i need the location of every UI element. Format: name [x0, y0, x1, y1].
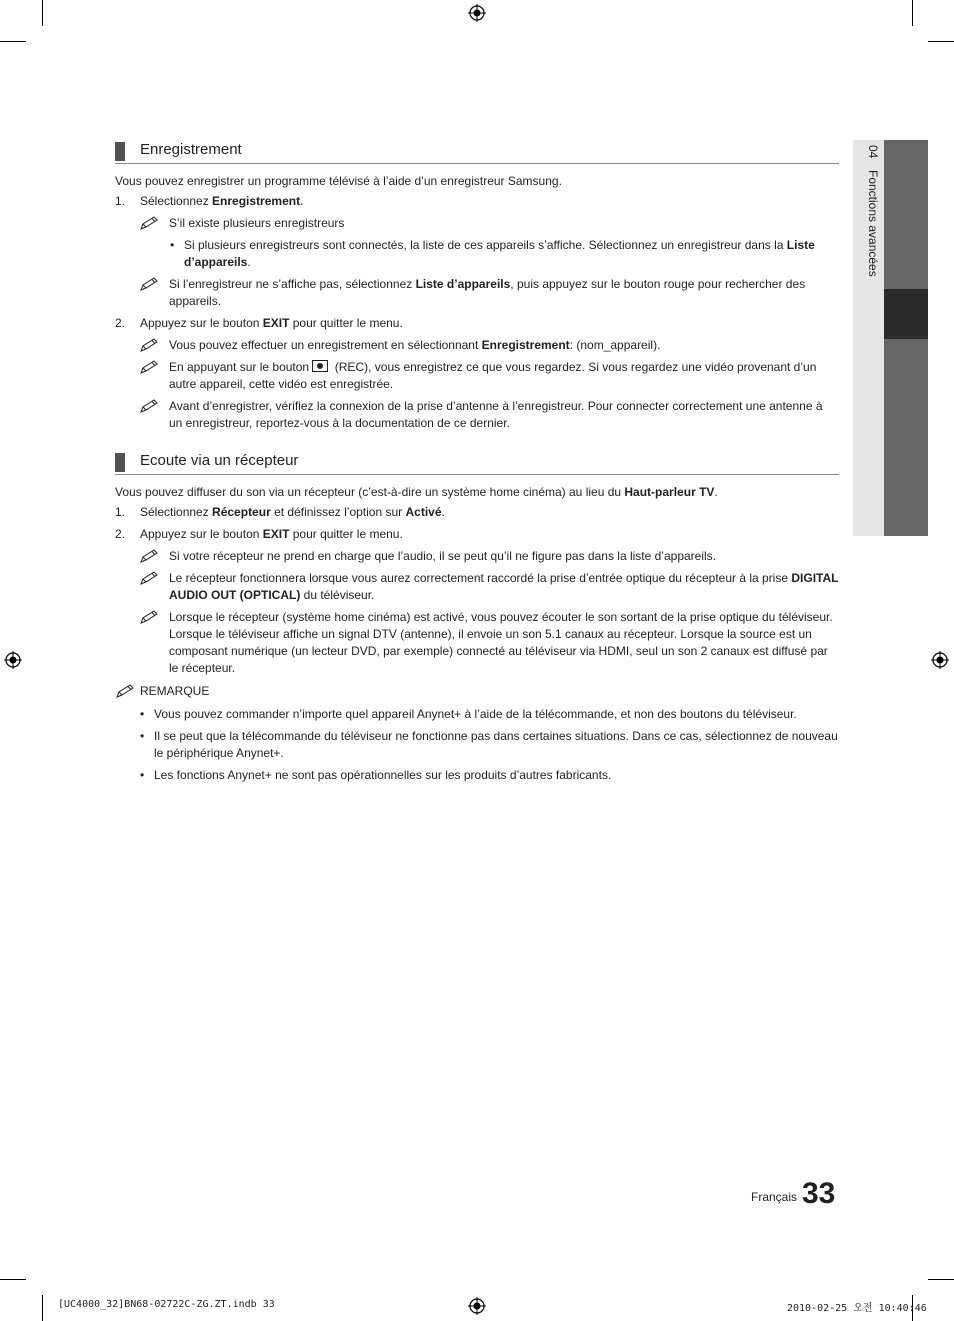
bullet-text-bold: Liste d’appareils [184, 238, 815, 269]
step-number: 2. [115, 527, 126, 541]
step-item [115, 193, 839, 210]
crop-mark [928, 41, 954, 42]
rec-button-icon [312, 360, 328, 372]
remark-text: Vous pouvez commander n’importe quel appareil Anynet+ à l’aide de la télécommande, et non des boutons du téléviseur. [154, 707, 797, 721]
section-intro: Vous pouvez enregistrer un programme télévisé à l’aide d’un enregistreur Samsung. [115, 174, 562, 188]
note-pencil-icon [139, 359, 159, 375]
note-text-bold: DIGITAL AUDIO OUT (OPTICAL) [169, 571, 839, 602]
note-text: Avant d’enregistrer, vérifiez la connexion de la prise d’antenne à l’enregistreur. Pour connecter correctement une antenne à un enregistreur, reportez-vous à la documentation de ce dernier. [169, 399, 823, 430]
note-pencil-icon [139, 337, 159, 353]
note-text: Si votre récepteur ne prend en charge que l’audio, il se peut qu’il ne figure pas dans la liste d’appareils. [169, 549, 717, 563]
registration-mark-icon [4, 651, 22, 669]
step-item [115, 504, 839, 521]
step-text: Appuyez sur le bouton [140, 527, 263, 541]
crop-mark [0, 41, 26, 42]
step-text: . [300, 194, 304, 208]
section-title: Ecoute via un récepteur [140, 452, 299, 469]
note-pencil-icon [139, 570, 159, 586]
remark-heading [115, 683, 839, 700]
step-text: . [441, 505, 445, 519]
remark-item [115, 767, 839, 784]
crop-mark [42, 0, 43, 26]
note-pencil-icon [115, 683, 135, 699]
note-text: du téléviseur. [300, 588, 375, 602]
note-text-bold: Liste d’appareils [415, 277, 511, 291]
crop-mark [928, 1279, 954, 1280]
section-heading-bar [115, 453, 125, 472]
note-text: , puis appuyez sur le bouton rouge pour rechercher des appareils. [169, 277, 806, 308]
note-item [115, 609, 839, 677]
chapter-title: Fonctions avancées [866, 169, 880, 277]
bullet-glyph: • [140, 729, 145, 743]
step-text-bold: Activé [405, 505, 442, 519]
bullet-text: . [247, 255, 251, 269]
remark-item [115, 706, 839, 723]
note-item [115, 398, 839, 432]
note-text: Vous pouvez effectuer un enregistrement en sélectionnant [169, 338, 482, 352]
note-item [115, 359, 839, 393]
note-pencil-icon [139, 398, 159, 414]
bullet-item [115, 237, 839, 271]
note-item [115, 215, 839, 232]
intro-text: . [714, 485, 718, 499]
remark-title: REMARQUE [140, 684, 210, 698]
note-pencil-icon [139, 609, 159, 625]
bullet-glyph: • [170, 238, 175, 252]
section-heading-bar [115, 142, 125, 161]
note-text: Lorsque le récepteur (système home cinéma) est activé, vous pouvez écouter le son sortant de la prise optique du téléviseur. Lorsque le téléviseur affiche un signal DTV (antenne), il envoie un son 5.1 canaux au récepteur. Lorsque la source est un composant numérique (un lecteur DVD, par exemple) connecté au téléviseur via HDMI, seul un son 2 canaux est diffusé par le récepteur. [169, 610, 833, 675]
remark-item [115, 728, 839, 762]
remark-text: Les fonctions Anynet+ ne sont pas opérationnelles sur les produits d’autres fabricants. [154, 768, 612, 782]
bullet-glyph: • [140, 707, 145, 721]
bullet-glyph: • [140, 768, 145, 782]
registration-mark-icon [931, 651, 949, 669]
step-text-bold: Enregistrement [212, 194, 301, 208]
chapter-number: 04 [866, 145, 880, 159]
note-text: (REC), vous enregistrez ce que vous regardez. Si vous regardez une vidéo provenant d’un autre appareil, cette vidéo est enregistrée. [169, 360, 817, 391]
step-item [115, 526, 839, 543]
print-file-info: [UC4000_32]BN68-02722C-ZG.ZT.indb 33 [58, 1299, 275, 1310]
crop-mark [0, 1279, 26, 1280]
step-text: Sélectionnez [140, 505, 213, 519]
step-text: Sélectionnez [140, 194, 213, 208]
note-item [115, 337, 839, 354]
note-text: Le récepteur fonctionnera lorsque vous aurez correctement raccordé la prise d’entrée optique du récepteur à la prise [169, 571, 792, 585]
step-text: pour quitter le menu. [289, 316, 403, 330]
step-text-bold: EXIT [262, 316, 290, 330]
intro-text: Vous pouvez diffuser du son via un récepteur (c’est-à-dire un système home cinéma) au lieu du [115, 485, 625, 499]
note-text: S’il existe plusieurs enregistreurs [169, 216, 345, 230]
note-pencil-icon [139, 276, 159, 292]
step-text-bold: EXIT [262, 527, 290, 541]
step-text: pour quitter le menu. [289, 527, 403, 541]
section-spacer [115, 437, 839, 451]
note-text: En appuyant sur le bouton [169, 360, 313, 374]
chapter-tab-active-marker [884, 289, 928, 339]
step-number: 1. [115, 505, 126, 519]
section-intro [115, 484, 839, 501]
note-text: : (nom_appareil). [569, 338, 661, 352]
print-date-info: 2010-02-25 오전 10:40:46 [787, 1303, 927, 1314]
section-heading [115, 451, 839, 475]
note-pencil-icon [139, 215, 159, 231]
page-content [115, 140, 839, 789]
step-text-bold: Récepteur [212, 505, 271, 519]
note-item [115, 548, 839, 565]
chapter-tab-label [858, 145, 880, 345]
section-heading [115, 140, 839, 164]
footer-language: Français [751, 1190, 798, 1204]
crop-mark [42, 1295, 43, 1321]
page-number: 33 [802, 1177, 836, 1210]
note-item [115, 570, 839, 604]
step-number: 1. [115, 194, 126, 208]
note-text: Si l’enregistreur ne s’affiche pas, sélectionnez [169, 277, 416, 291]
step-item [115, 315, 839, 332]
section-title: Enregistrement [140, 141, 242, 158]
remark-text: Il se peut que la télécommande du téléviseur ne fonctionne pas dans certaines situations. Dans ce cas, sélectionnez de nouveau le périphérique Anynet+. [154, 729, 838, 760]
note-text-bold: Enregistrement [481, 338, 570, 352]
crop-mark [912, 0, 913, 26]
step-text: Appuyez sur le bouton [140, 316, 263, 330]
note-item [115, 276, 839, 310]
registration-mark-icon [468, 4, 486, 22]
step-text: et définissez l’option sur [270, 505, 406, 519]
step-number: 2. [115, 316, 126, 330]
registration-mark-icon [468, 1297, 486, 1315]
note-pencil-icon [139, 548, 159, 564]
bullet-text: Si plusieurs enregistreurs sont connectés, la liste de ces appareils s’affiche. Sélectionnez un enregistreur dans la [184, 238, 787, 252]
intro-text-bold: Haut-parleur TV [624, 485, 715, 499]
